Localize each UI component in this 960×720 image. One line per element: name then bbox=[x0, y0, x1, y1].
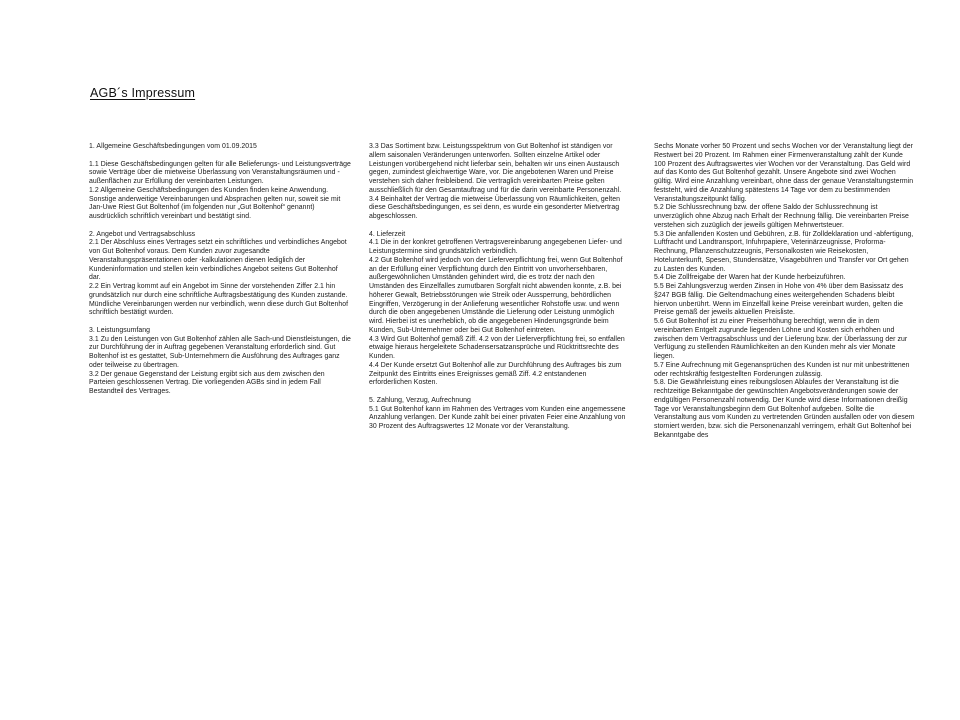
clause-5-4: 5.4 Die Zollfreigabe der Waren hat der Kunde herbeizuführen. bbox=[654, 274, 846, 282]
section-heading-4: 4. Lieferzeit bbox=[369, 230, 406, 238]
terms-column-2 bbox=[369, 143, 631, 432]
clause-5-7: 5.7 Eine Aufrechnung mit Gegenansprüchen des Kunden ist nur mit unbestrittenen oder rechtskräftig festgestellten Forderungen zulässig. bbox=[654, 361, 910, 378]
clause-1-1: 1.1 Diese Geschäftsbedingungen gelten für alle Belieferungs- und Leistungsverträge sowie Verträge über die mietweise Überlassung von Veranstaltungsräumen und -außenflächen zur Erfüllung der vereinbarten Leistungen. bbox=[89, 160, 351, 185]
clause-5-1: 5.1 Gut Boltenhof kann im Rahmen des Vertrages vom Kunden eine angemessene Anzahlung verlangen. Der Kunde zahlt bei einer privaten Feier eine Anzahlung von 30 Prozent des Auftragswertes 12 Monate vor der Veranstaltung. bbox=[369, 405, 626, 430]
clause-3-4: 3.4 Beinhaltet der Vertrag die mietweise Überlassung von Räumlichkeiten, gelten diese Geschäftsbedingungen, es sei denn, es wurde ein gesonderter Mietvertrag abgeschlossen. bbox=[369, 195, 621, 220]
clause-5-6: 5.6 Gut Boltenhof ist zu einer Preiserhöhung berechtigt, wenn die in dem vereinbarten Entgelt zugrunde liegenden Löhne und Kosten sich erhöhen und zwischen dem Vertragsabschluss und der Lieferung bzw. der Überlassung der zur Verfügung zu stellenden Räumlichkeiten an den Kunden mehr als vier Monate liegen. bbox=[654, 318, 908, 360]
clause-4-1: 4.1 Die in der konkret getroffenen Vertragsvereinbarung angegebenen Liefer- und Leistungstermine sind grundsätzlich verbindlich. bbox=[369, 239, 622, 255]
spacer bbox=[369, 222, 631, 231]
section-heading-5: 5. Zahlung, Verzug, Aufrechnung bbox=[369, 396, 471, 404]
clause-1-2: 1.2 Allgemeine Geschäftsbedingungen des Kunden finden keine Anwendung. Sonstige anderweitige Vereinbarungen und Absprachen gelten nur, soweit sie mit Jan-Uwe Riest Gut Boltenhof (im folgenden nur „Gut Boltenhof“ genannt) ausdrücklich schriftlich vereinbart und bestätigt sind. bbox=[89, 186, 341, 220]
clause-3-2: 3.2 Der genaue Gegenstand der Leistung ergibt sich aus dem zwischen den Parteien geschlossenen Vertrag. Die vorliegenden AGBs sind in jedem Fall Bestandteil des Vertrages. bbox=[89, 370, 325, 395]
section-heading-2: 2. Angebot und Vertragsabschluss bbox=[89, 230, 196, 238]
clause-4-2: 4.2 Gut Boltenhof wird jedoch von der Lieferverpflichtung frei, wenn Gut Boltenhof an der Erfüllung einer Verpflichtung durch den Eintritt von unvorhersehbaren, außergewöhnlichen Umständen gehindert wird, die es trotz der nach den Umständen des Einzelfalles zumutbaren Sorgfalt nicht abwenden konnte, z.B. bei höherer Gewalt, Betriebsstörungen wie Streik oder Aussperrung, behördlichen Eingriffen, Verzögerung in der Anlieferung wesentlicher Rohstoffe usw. und wenn durch die oben angegebenen Umstände die Lieferung oder Leistung unmöglich wird. Hierbei ist es unerheblich, ob die angegebenen Hinderungsgründe beim Kunden, Sub-Unternehmer oder bei Gut Boltenhof eintreten. bbox=[369, 256, 623, 334]
terms-column-1 bbox=[89, 143, 351, 397]
spacer bbox=[89, 318, 351, 327]
clause-2-2: 2.2 Ein Vertrag kommt auf ein Angebot im Sinne der vorstehenden Ziffer 2.1 hin grundsätzlich nur durch eine schriftliche Auftragsbestätigung des Kunden zustande. Mündliche Vereinbarungen werden nur verbindlich, wenn diese durch Gut Boltenhof schriftlich bestätigt wurden. bbox=[89, 283, 349, 317]
clause-3-1: 3.1 Zu den Leistungen von Gut Boltenhof zählen alle Sach-und Dienstleistungen, die zur Durchführung der in Auftrag gegebenen Veranstaltung erforderlich sind. Gut Boltenhof ist es gestattet, Sub-Unternehmern die Ausführung des Auftrages ganz oder teilweise zu übertragen. bbox=[89, 335, 351, 369]
terms-column-3 bbox=[654, 143, 916, 441]
clause-5-5: 5.5 Bei Zahlungsverzug werden Zinsen in Hohe von 4% über dem Basissatz des §247 BGB fällig. Die Geltendmachung eines weitergehenden Schadens bleibt hiervon unberührt. Wenn im Einzelfall keine Preise vereinbart wurden, gelten die Preise gemäß der jeweils aktuellen Preisliste. bbox=[654, 283, 904, 317]
clause-5-8: 5.8. Die Gewährleistung eines reibungslosen Ablaufes der Veranstaltung ist die rechtzeitige Bekanntgabe der gewünschten Angebotsveränderungen sowie der endgültigen Personenzahl notwendig. Der Kunde wird diese Informationen dreißig Tage vor Veranstaltungsbeginn dem Gut Boltenhof aufgeben. Sollte die Veranstaltung aus vom Kunden zu vertretenden Gründen ausfallen oder von diesem storniert werden, bzw. sich die Personenanzahl verringern, erhält Gut Boltenhof bei Bekanntgabe des bbox=[654, 379, 915, 439]
section-heading-1: 1. Allgemeine Geschäftsbedingungen vom 01.09.2015 bbox=[89, 143, 257, 150]
page-title: AGB´s Impressum bbox=[90, 86, 196, 100]
clause-5-2: 5.2 Die Schlussrechnung bzw. der offene Saldo der Schlussrechnung ist unverzüglich ohne Abzug nach Erhalt der Rechnung fällig. Die vereinbarten Preise verstehen sich zuzüglich der jeweils gültigen Mehrwertsteuer. bbox=[654, 204, 909, 229]
clause-5-1-continued: Sechs Monate vorher 50 Prozent und sechs Wochen vor der Veranstaltung liegt der Restwert bei 20 Prozent. Im Rahmen einer Firmenveranstaltung zahlt der Kunde 100 Prozent des Auftragswertes vier Wochen vor der Veranstaltung. Das Geld wird auf das Konto des Gut Boltenhof gezahlt. Unsere Angebote sind zwei Wochen gültig. Wird eine Anzahlung vereinbart, ohne dass der genaue Veranstaltungstermin feststeht, wird die Anzahlung spätestens 14 Tage vor dem zu bestimmenden Veranstaltungszeitpunkt fällig. bbox=[654, 143, 914, 203]
clause-2-1: 2.1 Der Abschluss eines Vertrages setzt ein schriftliches und verbindliches Angebot von Gut Boltenhof voraus. Dem Kunden zuvor zugesandte Veranstaltungspräsentationen oder -kalkulationen dienen lediglich der Kundeninformation und stellen kein verbindliches Angebot seitens Gut Boltenhof dar. bbox=[89, 239, 347, 282]
clause-5-3: 5.3 Die anfallenden Kosten und Gebühren, z.B. für Zolldeklaration und -abfertigung, Luftfracht und Landtransport, Infuhrpapiere, Veterinärzeugnisse, Proforma-Rechnung, Pflanzenschutzzeugnis, Personalkosten wie Reisekosten, Hotelunterkunft, Spesen, Stundensätze, Visagebühren und Transfer vor Ort gehen zu Lasten des Kunden. bbox=[654, 230, 914, 273]
clause-3-3: 3.3 Das Sortiment bzw. Leistungsspektrum von Gut Boltenhof ist ständigen vor allem saisonalen Veränderungen unterworfen. Sollten einzelne Artikel oder Leistungen vorübergehend nicht lieferbar sein, behalten wir uns einen Austausch gegen, zumindest gleichwertige Ware, vor. Die angebotenen Waren und Preise verstehen sich daher freibleibend. Die vertraglich vereinbarten Preise gelten ausschließlich für den Gesamtauftrag und für die darin vereinbarte Personenzahl. bbox=[369, 143, 622, 194]
spacer bbox=[89, 222, 351, 231]
clause-4-4: 4.4 Der Kunde ersetzt Gut Boltenhof alle zur Durchführung des Auftrages bis zum Zeitpunkt des Eintritts eines Ereignisses gemäß Ziff. 4.2 entstandenen erforderlichen Kosten. bbox=[369, 361, 622, 387]
clause-4-3: 4.3 Wird Gut Boltenhof gemäß Ziff. 4.2 von der Lieferverpflichtung frei, so entfallen etwaige hieraus hergeleitete Schadensersatzansprüche und Rücktrittsrechte des Kunden. bbox=[369, 335, 625, 360]
spacer bbox=[89, 152, 351, 161]
spacer bbox=[369, 388, 631, 397]
section-heading-3: 3. Leistungsumfang bbox=[89, 326, 151, 334]
